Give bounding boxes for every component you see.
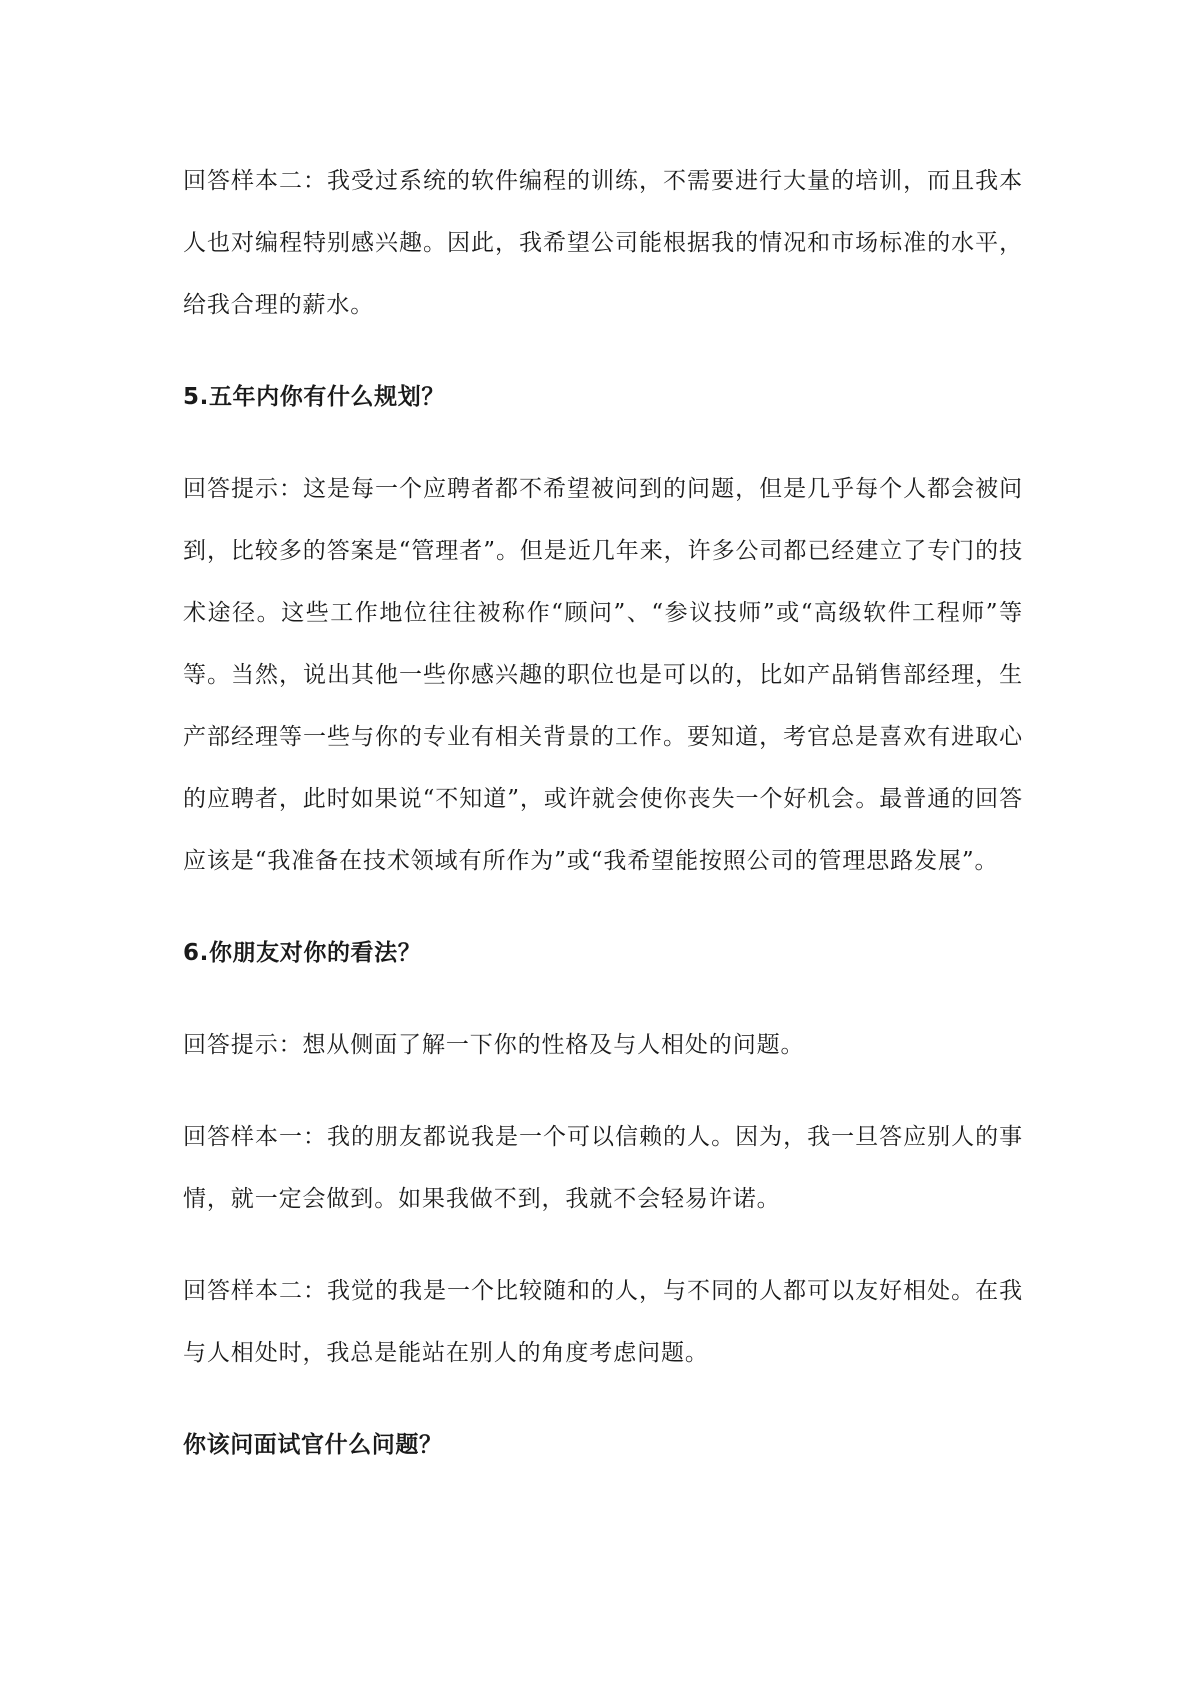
document-body — [183, 150, 1023, 1476]
question-heading-6: 6.你朋友对你的看法？ — [183, 940, 422, 966]
question-heading-5: 5.五年内你有什么规划？ — [183, 384, 445, 410]
section-heading-questions-for-interviewer: 你该问面试官什么问题？ — [183, 1432, 443, 1458]
paragraph-answer-tip-6: 回答提示：想从侧面了解一下你的性格及与人相处的问题。 — [183, 1032, 805, 1058]
paragraph-sample-answer-2-friends: 回答样本二：我觉的我是一个比较随和的人，与不同的人都可以友好相处。在我与人相处时，我总是能站在别人的角度考虑问题。 — [183, 1278, 1023, 1366]
paragraph-sample-answer-1-friends: 回答样本一：我的朋友都说我是一个可以信赖的人。因为，我一旦答应别人的事情，就一定会做到。如果我做不到，我就不会轻易许诺。 — [183, 1124, 1023, 1212]
paragraph-sample-answer-2-salary: 回答样本二：我受过系统的软件编程的训练，不需要进行大量的培训，而且我本人也对编程特别感兴趣。因此，我希望公司能根据我的情况和市场标准的水平，给我合理的薪水。 — [183, 168, 1023, 318]
paragraph-answer-tip-5: 回答提示：这是每一个应聘者都不希望被问到的问题，但是几乎每个人都会被问到，比较多的答案是“管理者”。但是近几年来，许多公司都已经建立了专门的技术途径。这些工作地位往往被称作“顾问”、“参议技师”或“高级软件工程师”等等。当然，说出其他一些你感兴趣的职位也是可以的，比如产品销售部经理，生产部经理等一些与你的专业有相关背景的工作。要知道，考官总是喜欢有进取心的应聘者，此时如果说“不知道”，或许就会使你丧失一个好机会。最普通的回答应该是“我准备在技术领域有所作为”或“我希望能按照公司的管理思路发展”。 — [183, 476, 1023, 874]
